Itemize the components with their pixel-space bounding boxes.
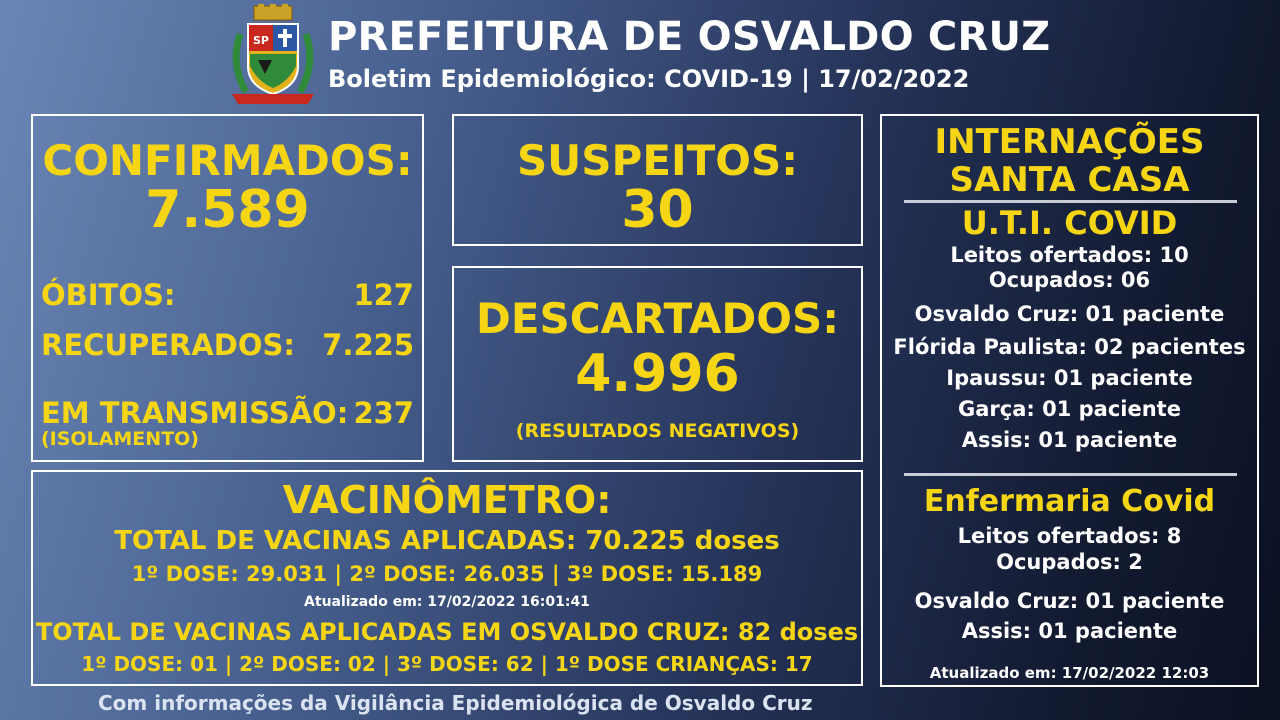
internacoes-updated: Atualizado em: 17/02/2022 12:03: [929, 664, 1210, 682]
suspeitos-label: SUSPEITOS:: [516, 136, 799, 185]
vacinas-oc-total: TOTAL DE VACINAS APLICADAS EM OSVALDO CRUZ: 82 doses: [35, 618, 859, 646]
enfermaria-title: Enfermaria Covid: [923, 484, 1216, 519]
uti-leitos: Leitos ofertados: 10: [950, 243, 1189, 267]
vacinas-total: TOTAL DE VACINAS APLICADAS: 70.225 doses: [114, 526, 780, 556]
divider: [904, 473, 1237, 476]
obitos-value: 127: [353, 278, 414, 312]
city-crest-icon: [228, 4, 318, 108]
confirmados-value: 7.589: [145, 180, 310, 240]
recuperados-label: RECUPERADOS:: [41, 328, 296, 362]
uti-ocupados: Ocupados: 06: [988, 268, 1151, 292]
descartados-label: DESCARTADOS:: [475, 294, 840, 343]
vacinas-oc-doses: 1º DOSE: 01 | 2º DOSE: 02 | 3º DOSE: 62 | 1º DOSE CRIANÇAS: 17: [81, 652, 813, 676]
divider: [904, 200, 1237, 203]
uti-title: U.T.I. COVID: [961, 204, 1178, 242]
uti-patient-item: Flórida Paulista: 02 pacientes: [893, 335, 1246, 359]
internacoes-title-line2: SANTA CASA: [949, 160, 1190, 200]
uti-patient-item: Ipaussu: 01 paciente: [946, 366, 1193, 390]
vacinas-updated: Atualizado em: 17/02/2022 16:01:41: [304, 594, 590, 610]
page-subtitle: Boletim Epidemiológico: COVID-19 | 17/02/2022: [328, 65, 970, 93]
uti-patient-item: Assis: 01 paciente: [961, 428, 1178, 452]
descartados-note: (RESULTADOS NEGATIVOS): [515, 420, 800, 442]
confirmados-label: CONFIRMADOS:: [42, 136, 413, 185]
uti-patient-item: Osvaldo Cruz: 01 paciente: [914, 302, 1225, 326]
enfermaria-patient-item: Osvaldo Cruz: 01 paciente: [914, 589, 1225, 613]
vacinometro-panel: [31, 470, 863, 686]
obitos-label: ÓBITOS:: [41, 278, 176, 312]
transmissao-value: 237: [353, 396, 414, 430]
descartados-value: 4.996: [575, 344, 740, 404]
uti-patient-item: Garça: 01 paciente: [958, 397, 1181, 421]
page-title: PREFEITURA DE OSVALDO CRUZ: [328, 14, 1051, 60]
internacoes-title-line1: INTERNAÇÕES: [934, 122, 1205, 162]
suspeitos-value: 30: [621, 180, 694, 240]
internacoes-panel: [880, 114, 1259, 687]
enfermaria-leitos: Leitos ofertados: 8: [957, 524, 1182, 548]
footer-source: Com informações da Vigilância Epidemiológica de Osvaldo Cruz: [98, 691, 813, 715]
vacinometro-title: VACINÔMETRO:: [282, 478, 612, 522]
crest-text: SP: [253, 34, 269, 47]
enfermaria-ocupados: Ocupados: 2: [996, 550, 1143, 574]
descartados-panel: [452, 266, 863, 462]
enfermaria-patient-item: Assis: 01 paciente: [961, 619, 1178, 643]
transmissao-label: EM TRANSMISSÃO:: [41, 396, 349, 430]
confirmados-panel: [31, 114, 424, 462]
recuperados-value: 7.225: [322, 328, 414, 362]
vacinas-doses: 1º DOSE: 29.031 | 2º DOSE: 26.035 | 3º DOSE: 15.189: [131, 562, 763, 586]
suspeitos-panel: [452, 114, 863, 246]
isolamento-note: (ISOLAMENTO): [41, 428, 199, 450]
